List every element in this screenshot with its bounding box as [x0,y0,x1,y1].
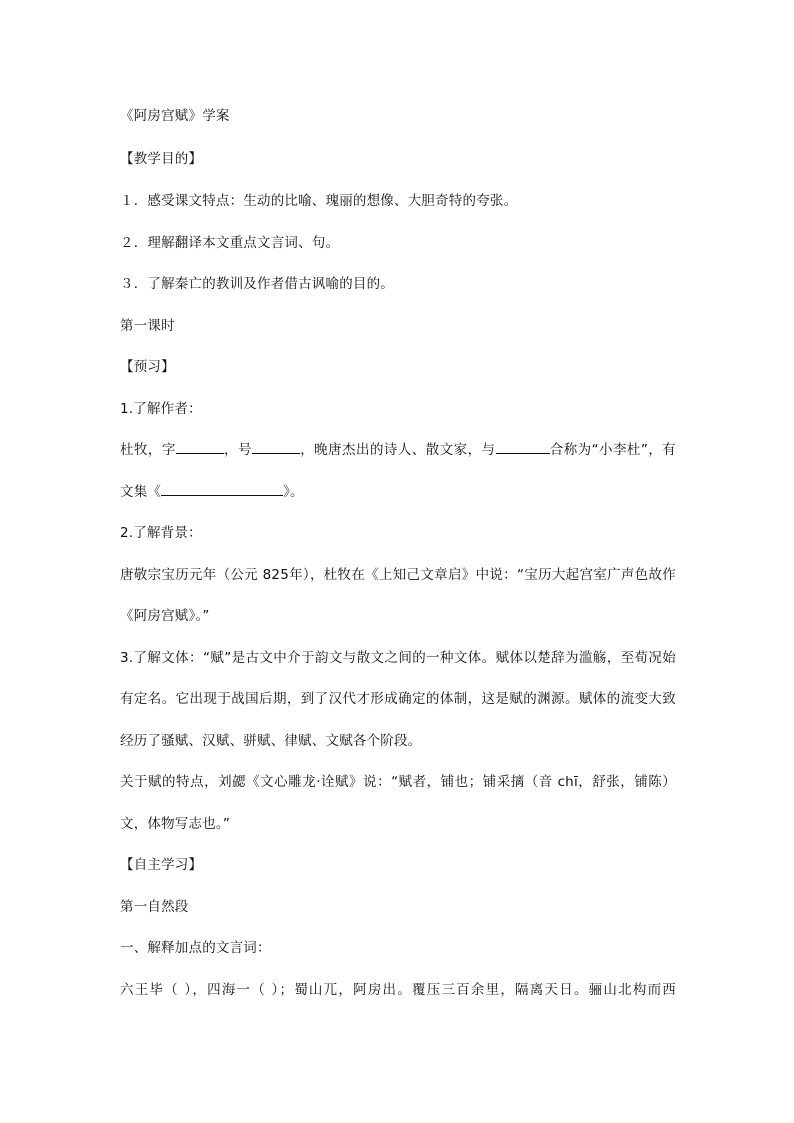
goal-item-3: ３．了解秦亡的教训及作者借古讽喻的目的。 [120,276,394,292]
goal-item-2: ２．理解翻译本文重点文言词、句。 [120,235,340,251]
author-text-d: 合称为“小李杜”，有 [549,442,676,458]
goal-item-1: １．感受课文特点：生动的比喻、瑰丽的想像、大胆奇特的夸张。 [120,193,518,209]
background-line-1: 唐敬宗宝历元年（公元 825年），杜牧在《上知己文章启》中说：“宝历大起宫室广声色故作 [120,567,676,583]
exercise-heading: 一、解释加点的文言词： [120,940,271,956]
author-text-a: 杜牧，字 [120,442,176,458]
author-text-e: 文集《 [120,484,162,500]
paragraph-label: 第一自然段 [120,899,189,915]
author-text-c: ，晚唐杰出的诗人、散文家，与 [299,442,496,458]
genre-line-5: 文，体物写志也。” [120,816,231,832]
blank-paired-poet[interactable] [496,441,550,454]
blank-collection-name[interactable] [161,483,283,496]
author-text-b: ，号 [223,442,252,458]
goal-heading: 【教学目的】 [120,151,203,167]
genre-line-1: 3.了解文体：“赋”是古文中介于韵文与散文之间的一种文体。赋体以楚辞为滥觞，至荀况始 [120,650,676,666]
author-fill-line-1 [120,441,676,459]
self-study-heading: 【自主学习】 [120,857,203,873]
blank-courtesy-name[interactable] [176,441,224,454]
background-heading: 2.了解背景： [120,525,202,541]
preview-heading: 【预习】 [120,359,175,375]
background-line-2: 《阿房宫赋》。” [120,608,210,624]
genre-line-2: 有定名。它出现于战国后期，到了汉代才形成确定的体制，这是赋的渊源。赋体的流变大致 [120,691,676,707]
genre-line-4: 关于赋的特点，刘勰《文心雕龙·诠赋》说：“赋者，铺也；铺采摛（音 chī，舒张，铺陈） [120,774,676,790]
author-text-f: 》。 [283,484,304,500]
author-heading: 1.了解作者： [120,401,202,417]
genre-line-3: 经历了骚赋、汉赋、骈赋、律赋、文赋各个阶段。 [120,733,422,749]
author-fill-line-2 [120,483,304,501]
blank-art-name[interactable] [252,441,300,454]
exercise-line-1: 六王毕（ ），四海一（ ）；蜀山兀，阿房出。覆压三百余里，隔离天日。骊山北构而西 [120,982,676,998]
document-title: 《阿房宫赋》学案 [120,108,230,124]
lesson-label: 第一课时 [120,318,175,334]
